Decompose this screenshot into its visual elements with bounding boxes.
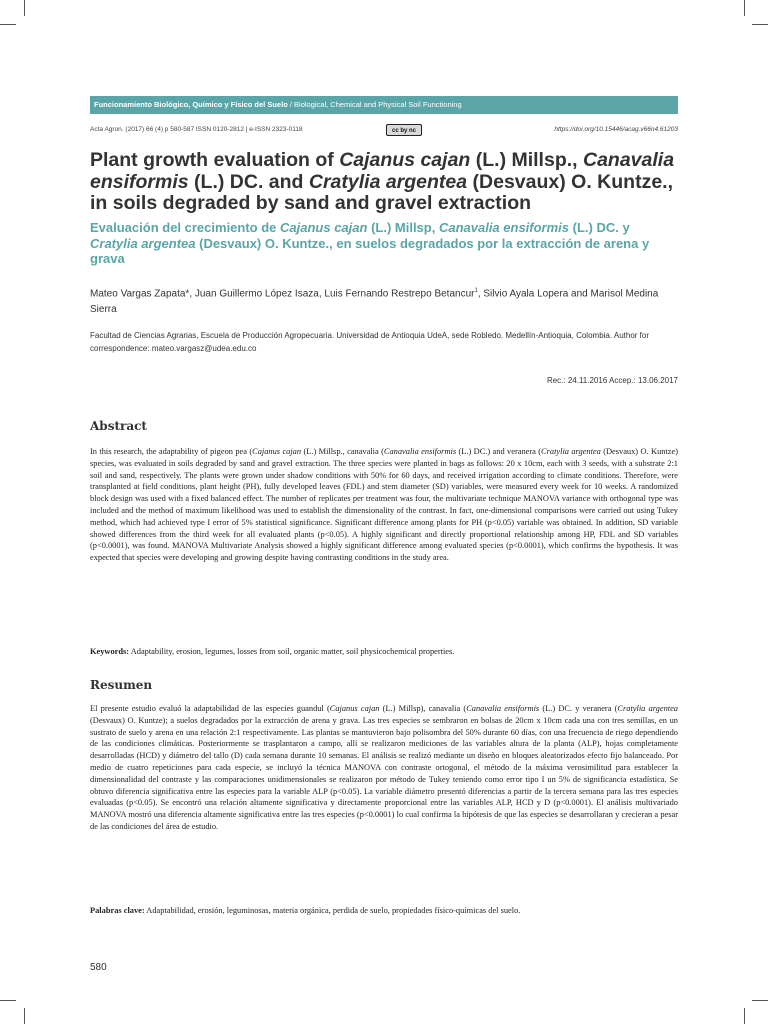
paper-subtitle	[90, 220, 680, 267]
subtitle-species: Canavalia ensiformis	[438, 220, 570, 235]
section-banner	[90, 96, 678, 114]
abstract-species: Canavalia ensiformis	[383, 447, 457, 456]
title-species: Cratylia argentea	[308, 170, 468, 193]
title-text: (L.) DC. and	[188, 170, 309, 193]
crop-mark	[0, 1000, 16, 1001]
author-text: Mateo Vargas Zapata*, Juan Guillermo López Isaza, Luis Fernando Restrepo Betancur	[90, 288, 475, 300]
abstract-text: (L.) DC.) and veranera (	[456, 447, 542, 456]
abstract-text: In this research, the adaptability of pigeon pea (	[90, 447, 253, 456]
palabras-clave-text: Adaptabilidad, erosión, leguminosas, materia orgánica, perdida de suelo, propiedades físico-químicas del suelo.	[144, 906, 521, 915]
abstract-species: Cajanus cajan	[252, 447, 302, 456]
subtitle-text: (L.) DC. y	[569, 220, 630, 235]
resumen-species: Cratylia argentea	[617, 704, 678, 713]
abstract-text: (L.) Millsp., canavalia (	[301, 447, 384, 456]
abstract-body	[90, 446, 678, 564]
citation: Acta Agron. (2017) 66 (4) p 580-587 ISSN 0120-2812 | e-ISSN 2323-0118	[90, 126, 303, 133]
title-species: Cajanus cajan	[339, 149, 471, 171]
subtitle-species: Cratylia argentea	[90, 235, 196, 251]
crop-mark	[744, 0, 745, 16]
resumen-body	[90, 703, 678, 833]
author-affiliation-mark: 1	[474, 288, 478, 294]
crop-mark	[752, 24, 768, 25]
abstract-keywords	[90, 646, 678, 658]
title-species: Canavalia ensiformis	[90, 149, 675, 193]
author-list	[90, 283, 678, 318]
subtitle-species: Cajanus cajan	[280, 220, 368, 235]
banner-spanish: Funcionamiento Biológico, Químico y Físico del Suelo	[94, 100, 288, 109]
subtitle-text: Evaluación del crecimiento de	[90, 220, 281, 235]
resumen-heading: Resumen	[90, 678, 153, 692]
keywords-text: Adaptability, erosion, legumes, losses from soil, organic matter, soil physicochemical properties.	[129, 647, 455, 656]
doi-link[interactable]: https://doi.org/10.15446/acag.v66n4.61203	[554, 126, 678, 133]
palabras-clave-label: Palabras clave:	[90, 906, 145, 915]
keywords-label: Keywords:	[90, 647, 130, 656]
abstract-text: (Desvaux) O. Kuntze) species, was evaluated in soils degraded by sand and gravel extraction. The three species were planted in bags as follows: 20 x 10cm, each with 3 seeds, with a substrate 2:1 soil and sand, respectively. The plants were grown under shadow conditions with 50% for 60 days, and received irrigation according to climate conditions. Therefore, were transplanted at field conditions, plant height (PH), fully developed leaves (FDL) and stem diameter (SD) variables, were measured every week for 10 weeks. A randomized block design was used with a fixed balanced effect. The number of replicates per treatment was four, the multivariate technique MANOVA variance with orthogonal type was included and the method of maximum likelihood was used to establish the dimensionality of the contrast. In fact, one-dimensional comparisons were carried out using Tukey method, which had achieved type I error of 5% statistical significance. Significant difference among plants for PH (p<0.05) variable was obtained. In addition, SD variable showed differences from the third week for all evaluated plants (p<0.05). A highly significant and directly proportional relationship among HP, FDL and SD variables (p<0.0001), was found. MANOVA Multivariate Analysis showed a highly significant difference among evaluated species (p<0.0001), which confirms the hypothesis. It was expected that species were developing and growing despite having contrasting conditions in the study area.	[90, 447, 678, 563]
crop-mark	[24, 1008, 25, 1024]
journal-meta	[90, 125, 678, 137]
cc-license-icon[interactable]: cc by nc	[386, 124, 422, 136]
affiliation: Facultad de Ciencias Agrarias, Escuela de Producción Agropecuaria. Universidad de Antioquia UdeA, sede Robledo. Medellín-Antioquia, Colombia. Author for correspondence: mateo.vargasz@udea.edu.co	[90, 331, 649, 353]
page-number: 580	[90, 962, 107, 973]
resumen-keywords	[90, 905, 678, 917]
resumen-species: Canavalia ensiformis	[466, 704, 540, 713]
crop-mark	[752, 1000, 768, 1001]
paper-title	[90, 150, 680, 215]
resumen-species: Cajanus cajan	[329, 704, 380, 713]
received-accepted-dates: Rec.: 24.11.2016 Accep.: 13.06.2017	[546, 376, 678, 385]
abstract-species: Cratylia argentea	[541, 447, 601, 456]
title-text: Plant growth evaluation of	[90, 149, 340, 171]
resumen-text: (L.) DC. y veranera (	[539, 704, 618, 713]
author-text: , Silvio Ayala Lopera and Marisol Medina Sierra	[90, 288, 659, 316]
abstract-heading: Abstract	[90, 419, 147, 433]
title-text: (Desvaux) O. Kuntze., in soils degraded by sand and gravel extraction	[90, 170, 673, 214]
resumen-text: (L.) Millsp), canavalia (	[379, 704, 467, 713]
resumen-text: El presente estudio evaluó la adaptabilidad de las especies guandul (	[90, 704, 330, 713]
subtitle-text: (Desvaux) O. Kuntze., en suelos degradados por la extracción de arena y grava	[90, 235, 650, 266]
crop-mark	[744, 1008, 745, 1024]
resumen-text: (Desvaux) O. Kuntze); a suelos degradados por la extracción de arena y grava. Las tres especies se sembraron en bolsas de 20cm x 10cm cada una con tres semillas, en un sustrato de suelo y arena en una relación 2:1 respectivamente. Las plantas se mantuvieron bajo polisombra del 50% durante 60 días, con una frecuencia de riego dependiendo de las condiciones climáticas. Posteriormente se trasplantaron a campo, allí se realizaron mediciones de las variables altura de la planta (ALP), hojas completamente desarrolladas (HCD) y diámetro del tallo (D) cada semana durante 10 semanas. El análisis se realizó mediante un diseño en bloques aleatorizados efecto fijo balanceado. Por medio de cuatro repeticiones para cada especie, se incluyó la técnica MANOVA con contraste ortogonal, el método de la máxima verosimilitud para establecer la dimensionalidad del contraste y las comparaciones unidimensionales se realizaron por método de Tukey teniendo como error tipo I un 5% de significancia estadística. Se obtuvo diferencia significativa entre las especies para la variable ALP (p<0.05). La variable diámetro presentó diferencias a partir de la tercera semana para las tres especies evaluadas (p<0.05). Se encontró una relación altamente significativa y directamente proporcional entre las variables ALP, HCD y D (p<0.0001). El análisis multivariado MANOVA mostró una diferencia altamente significativa entre las tres especies (p<0.0001) lo cual confirma la hipótesis de que las especies se desarrollaran y crecieran a pesar de las condiciones del área de estudio.	[90, 715, 678, 831]
subtitle-text: (L.) Millsp,	[367, 220, 439, 235]
crop-mark	[24, 0, 25, 16]
crop-mark	[0, 24, 16, 25]
title-text: (L.) Millsp.,	[470, 149, 583, 171]
banner-english: / Biological, Chemical and Physical Soil Functioning	[287, 100, 462, 109]
